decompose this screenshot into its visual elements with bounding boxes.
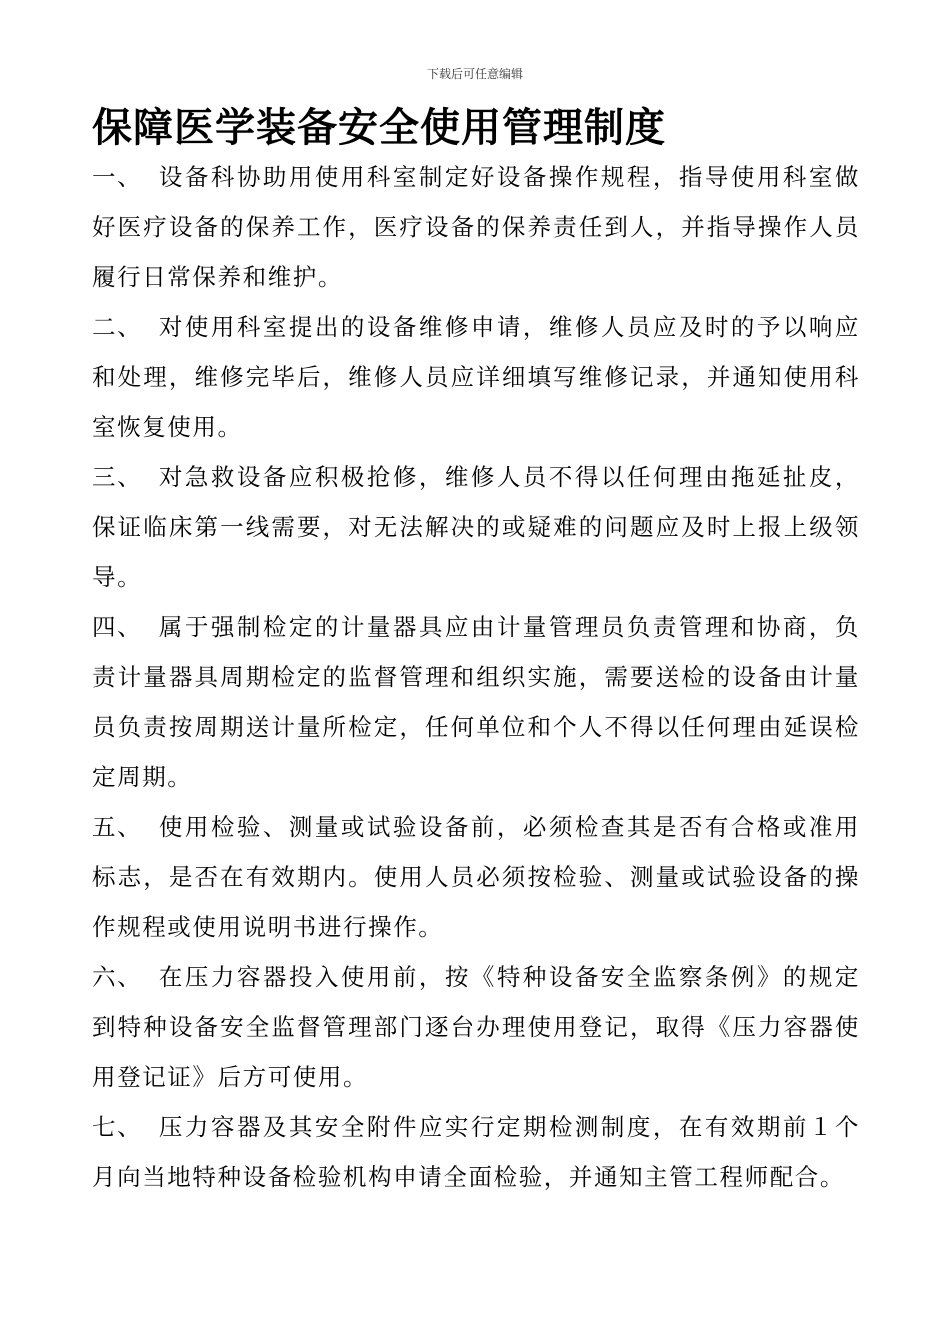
clause-text: 对使用科室提出的设备维修申请，维修人员应及时的予以响应和处理，维修完毕后，维修人员应详细填写维修记录，并通知使用科室恢复使用。 xyxy=(92,313,860,441)
clause-1 xyxy=(92,152,860,302)
clause-number: 一、 xyxy=(92,163,143,191)
clause-number: 四、 xyxy=(92,613,143,641)
clause-text: 设备科协助用使用科室制定好设备操作规程，指导使用科室做好医疗设备的保养工作，医疗设备的保养责任到人，并指导操作人员履行日常保养和维护。 xyxy=(92,163,860,291)
clause-text: 对急救设备应积极抢修，维修人员不得以任何理由拖延扯皮，保证临床第一线需要，对无法解决的或疑难的问题应及时上报上级领导。 xyxy=(92,463,860,591)
clause-6 xyxy=(92,952,860,1102)
clause-number: 三、 xyxy=(92,463,143,491)
clause-number: 二、 xyxy=(92,313,143,341)
document-title: 保障医学装备安全使用管理制度 xyxy=(92,105,666,151)
clause-number: 五、 xyxy=(92,813,143,841)
clause-text: 压力容器及其安全附件应实行定期检测制度，在有效期前１个月向当地特种设备检验机构申请全面检验，并通知主管工程师配合。 xyxy=(92,1113,860,1191)
clause-number: 七、 xyxy=(92,1113,143,1141)
watermark-text: 下载后可任意编辑 xyxy=(426,67,523,81)
clause-4 xyxy=(92,602,860,802)
clause-text: 属于强制检定的计量器具应由计量管理员负责管理和协商，负责计量器具周期检定的监督管理和组织实施，需要送检的设备由计量员负责按周期送计量所检定，任何单位和个人不得以任何理由延误检定周期。 xyxy=(92,613,860,791)
clause-text: 使用检验、测量或试验设备前，必须检查其是否有合格或准用标志，是否在有效期内。使用人员必须按检验、测量或试验设备的操作规程或使用说明书进行操作。 xyxy=(92,813,860,941)
clause-number: 六、 xyxy=(92,963,143,991)
clause-list xyxy=(92,152,860,1202)
clause-7 xyxy=(92,1102,860,1202)
clause-5 xyxy=(92,802,860,952)
clause-3 xyxy=(92,452,860,602)
clause-text: 在压力容器投入使用前，按《特种设备安全监察条例》的规定到特种设备安全监督管理部门逐台办理使用登记，取得《压力容器使用登记证》后方可使用。 xyxy=(92,963,860,1091)
clause-2 xyxy=(92,302,860,452)
